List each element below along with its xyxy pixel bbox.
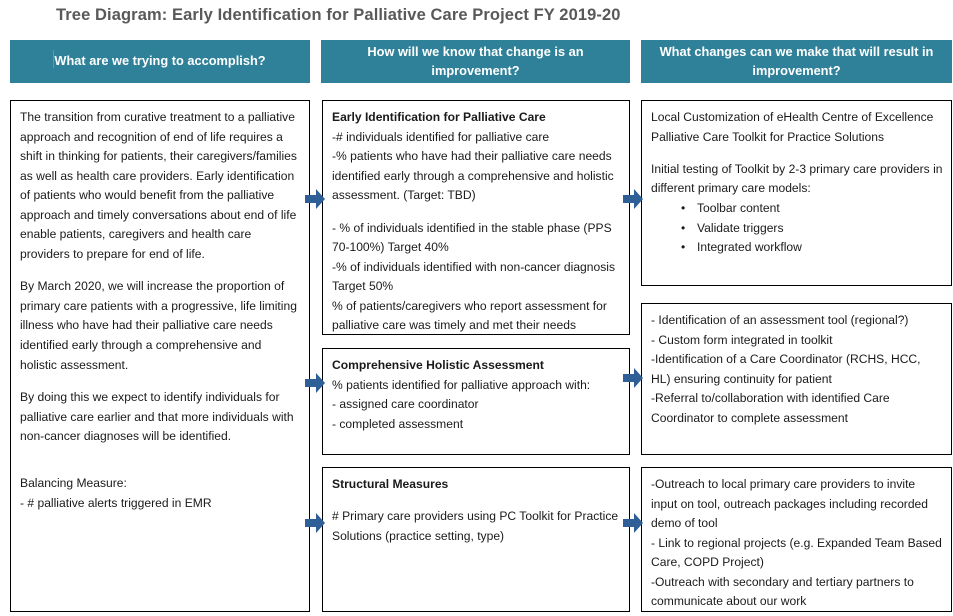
aim-statement-box [10, 100, 310, 612]
aim-paragraph-1: The transition from curative treatment to a palliative approach and recognition of end of life requires a shift in thinking for patients, their caregivers/families as well as health care providers. Early identification of patients who would benefit from the palliative approach and timely conversations about end of life enable patients, caregivers and health care providers to prepare for end of life. [20, 110, 297, 262]
measure-holistic-line-1: % patients identified for palliative approach with: [332, 377, 591, 392]
list-item: • Validate triggers [697, 219, 943, 239]
change-outreach-line-1: -Outreach to local primary care providers to invite input on tool, outreach packages including recorded demo of tool [651, 477, 928, 531]
measure-structural-box [322, 467, 630, 612]
right-arrow-icon [304, 188, 326, 210]
measure-early-line-1: -# individuals identified for palliative care [332, 129, 550, 144]
change-toolkit-paragraph-2: Initial testing of Toolkit by 2-3 primary care providers in different primary care models: [651, 161, 943, 196]
right-arrow-icon [304, 372, 326, 394]
right-arrow-icon [622, 367, 644, 389]
measure-holistic-line-3: - completed assessment [332, 416, 464, 431]
change-toolkit-bullet-list [651, 199, 943, 258]
change-assessment-line-2: - Custom form integrated in toolkit [651, 332, 833, 347]
change-assessment-line-1: - Identification of an assessment tool (regional?) [651, 313, 909, 327]
aim-paragraph-2: By March 2020, we will increase the proportion of primary care patients with a progressive, life limiting illness who have had their palliative care needs identified early through a comprehensive and holistic assessment. [20, 279, 297, 372]
change-outreach-line-3: -Outreach with secondary and tertiary partners to communicate about our work [651, 574, 914, 609]
measure-holistic-assessment-box [322, 348, 630, 455]
measure-structural-line-1: # Primary care providers using PC Toolkit for Practice Solutions (practice setting, type) [332, 509, 619, 543]
measure-structural-heading: Structural Measures [332, 477, 449, 491]
measure-early-line-5: % of patients/caregivers who report assessment for palliative care was timely and met their needs [332, 298, 607, 333]
change-outreach-line-2: - Link to regional projects (e.g. Expanded Team Based Care, COPD Project) [651, 535, 942, 570]
column-header-measures: How will we know that change is an improvement? [321, 40, 630, 83]
measure-holistic-heading: Comprehensive Holistic Assessment [332, 358, 544, 372]
balancing-measure-item: - # palliative alerts triggered in EMR [20, 496, 212, 511]
change-toolkit-paragraph-1: Local Customization of eHealth Centre of Excellence Palliative Care Toolkit for Practice Solutions [651, 110, 934, 144]
measure-early-line-2: -% patients who have had their palliative care needs identified early through a comprehensive and holistic assessment. (Target: TBD) [332, 149, 614, 203]
balancing-measure-label: Balancing Measure: [20, 476, 127, 491]
change-outreach-box [641, 467, 952, 612]
list-item: • Integrated workflow [697, 238, 943, 258]
change-toolkit-box [641, 100, 952, 286]
measure-early-line-3: - % of individuals identified in the stable phase (PPS 70-100%) Target 40% [332, 220, 612, 255]
measure-early-heading: Early Identification for Palliative Care [332, 110, 546, 124]
aim-paragraph-3: By doing this we expect to identify individuals for palliative care earlier and that more individuals with non-cancer diagnoses will be identified. [20, 389, 294, 444]
right-arrow-icon [622, 512, 644, 534]
column-header-aim: What are we trying to accomplish? [10, 40, 310, 83]
measure-holistic-line-2: - assigned care coordinator [332, 397, 479, 412]
change-assessment-box [641, 303, 952, 455]
right-arrow-icon [304, 512, 326, 534]
change-assessment-line-4: -Referral to/collaboration with identified Care Coordinator to complete assessment [651, 391, 890, 425]
measure-early-line-4: -% of individuals identified with non-cancer diagnosis Target 50% [332, 259, 616, 294]
list-item: • Toolbar content [697, 199, 943, 219]
column-header-changes: What changes can we make that will result in improvement? [641, 40, 952, 83]
measure-early-identification-box [322, 100, 630, 335]
change-assessment-line-3: -Identification of a Care Coordinator (RCHS, HCC, HL) ensuring continuity for patient [651, 352, 921, 386]
right-arrow-icon [622, 188, 644, 210]
page-title: Tree Diagram: Early Identification for Palliative Care Project FY 2019-20 [56, 6, 621, 24]
text-cursor [53, 50, 54, 68]
